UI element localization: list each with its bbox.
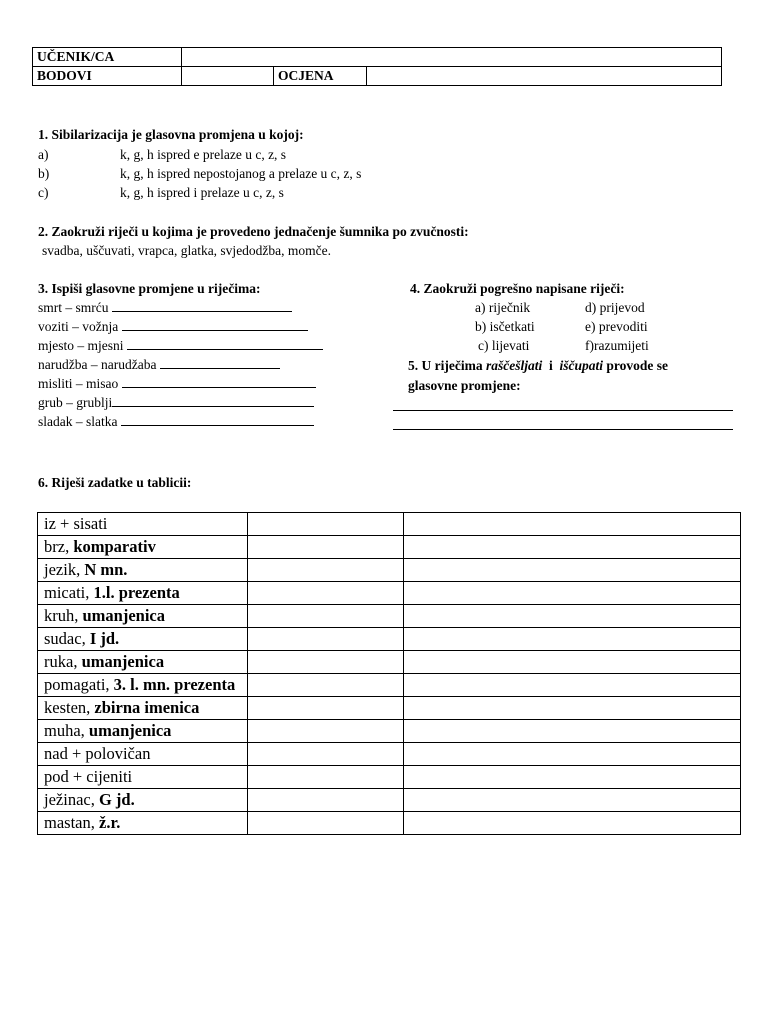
- answer-cell[interactable]: [404, 766, 741, 789]
- q3-item: mjesto – mjesni: [38, 336, 323, 355]
- answer-line[interactable]: [160, 356, 280, 369]
- task-cell: [38, 812, 248, 835]
- q2-words: svadba, uščuvati, vrapca, glatka, svjedodžba, momče.: [42, 243, 332, 258]
- table-row: [38, 559, 741, 582]
- answer-cell[interactable]: [248, 605, 404, 628]
- task-cell: [38, 766, 248, 789]
- task-word: sudac,: [44, 629, 90, 648]
- table-row: [38, 628, 741, 651]
- q3-item: misliti – misao: [38, 374, 323, 393]
- q5-answer-line[interactable]: [393, 410, 733, 411]
- task-word: kruh,: [44, 606, 83, 625]
- task-cell: [38, 674, 248, 697]
- task-instruction: I jd.: [89, 629, 120, 648]
- answer-cell[interactable]: [404, 582, 741, 605]
- q4-option-a[interactable]: a) riječnik: [475, 300, 531, 315]
- table-row: [38, 536, 741, 559]
- task-instruction: umanjenica: [81, 652, 165, 671]
- table-row: [38, 582, 741, 605]
- answer-cell[interactable]: [248, 674, 404, 697]
- table-row: [38, 651, 741, 674]
- task-instruction: N mn.: [84, 560, 128, 579]
- task-word: mastan,: [44, 813, 99, 832]
- task-word: kesten,: [44, 698, 95, 717]
- table-row: [38, 513, 741, 536]
- grade-field[interactable]: [367, 67, 722, 86]
- task-cell: [38, 582, 248, 605]
- q1-title: 1. Sibilarizacija je glasovna promjena u kojoj:: [38, 127, 304, 142]
- answer-cell[interactable]: [404, 697, 741, 720]
- answer-line[interactable]: [121, 413, 314, 426]
- task-word: brz,: [44, 537, 74, 556]
- answer-cell[interactable]: [404, 651, 741, 674]
- q4-option-b[interactable]: b) isčetkati: [475, 319, 535, 334]
- task-cell: [38, 513, 248, 536]
- q1-options: [38, 145, 361, 202]
- task-table: [37, 512, 741, 835]
- answer-cell[interactable]: [248, 789, 404, 812]
- task-word: nad + polovičan: [44, 744, 151, 763]
- answer-cell[interactable]: [248, 720, 404, 743]
- q4-title: 4. Zaokruži pogrešno napisane riječi:: [410, 281, 625, 296]
- table-row: [38, 605, 741, 628]
- answer-cell[interactable]: [404, 536, 741, 559]
- q4-right-options: [585, 298, 649, 355]
- task-cell: [38, 789, 248, 812]
- q4-option-c[interactable]: c) lijevati: [478, 338, 530, 353]
- answer-line[interactable]: [112, 394, 314, 407]
- q3-item: grub – grublji: [38, 393, 323, 412]
- q4-option-e[interactable]: e) prevoditi: [585, 319, 648, 334]
- q4-left-options: [475, 298, 535, 355]
- header-table: [32, 47, 722, 86]
- task-word: ruka,: [44, 652, 82, 671]
- points-label: BODOVI: [33, 67, 182, 86]
- student-name-field[interactable]: [182, 48, 722, 67]
- task-word: pod + cijeniti: [44, 767, 133, 786]
- task-instruction: ž.r.: [99, 813, 121, 832]
- q6-title: 6. Riješi zadatke u tablicii:: [38, 475, 192, 490]
- task-word: ježinac,: [44, 790, 99, 809]
- q4-option-f[interactable]: f)razumijeti: [585, 338, 649, 353]
- answer-cell[interactable]: [248, 582, 404, 605]
- task-cell: [38, 628, 248, 651]
- task-cell: [38, 697, 248, 720]
- task-cell: [38, 720, 248, 743]
- answer-cell[interactable]: [248, 628, 404, 651]
- answer-line[interactable]: [122, 375, 316, 388]
- q1-option-a: a) k, g, h ispred e prelaze u c, z, s: [38, 147, 287, 162]
- task-cell: [38, 743, 248, 766]
- q1-option-c: c) k, g, h ispred i prelaze u c, z, s: [38, 185, 284, 200]
- answer-cell[interactable]: [404, 720, 741, 743]
- answer-cell[interactable]: [248, 513, 404, 536]
- answer-cell[interactable]: [248, 812, 404, 835]
- answer-cell[interactable]: [404, 789, 741, 812]
- answer-line[interactable]: [127, 337, 323, 350]
- answer-cell[interactable]: [248, 697, 404, 720]
- task-cell: [38, 559, 248, 582]
- task-word: muha,: [44, 721, 89, 740]
- answer-cell[interactable]: [404, 513, 741, 536]
- task-instruction: komparativ: [73, 537, 156, 556]
- table-row: [38, 674, 741, 697]
- table-row: [38, 812, 741, 835]
- q3-item: sladak – slatka: [38, 412, 323, 431]
- task-instruction: G jd.: [98, 790, 135, 809]
- task-instruction: zbirna imenica: [94, 698, 200, 717]
- answer-cell[interactable]: [404, 674, 741, 697]
- answer-cell[interactable]: [404, 812, 741, 835]
- q3-item: smrt – smrću: [38, 298, 323, 317]
- task-word: pomagati,: [44, 675, 114, 694]
- q3-items: [38, 298, 323, 431]
- answer-cell[interactable]: [404, 743, 741, 766]
- task-cell: [38, 651, 248, 674]
- task-cell: [38, 536, 248, 559]
- q3-item: narudžba – narudžaba: [38, 355, 323, 374]
- answer-cell[interactable]: [404, 559, 741, 582]
- answer-cell[interactable]: [248, 651, 404, 674]
- answer-cell[interactable]: [248, 743, 404, 766]
- q3-item: voziti – vožnja: [38, 317, 323, 336]
- task-instruction: 3. l. mn. prezenta: [113, 675, 236, 694]
- q5-subtitle: glasovne promjene:: [408, 378, 521, 393]
- table-row: [38, 789, 741, 812]
- q3-title: 3. Ispiši glasovne promjene u riječima:: [38, 281, 261, 296]
- task-word: jezik,: [44, 560, 85, 579]
- table-row: [38, 697, 741, 720]
- answer-cell[interactable]: [248, 559, 404, 582]
- answer-cell[interactable]: [404, 605, 741, 628]
- table-row: [38, 743, 741, 766]
- table-row: [38, 766, 741, 789]
- student-label: UČENIK/CA: [33, 48, 182, 67]
- answer-cell[interactable]: [248, 766, 404, 789]
- answer-line[interactable]: [112, 299, 292, 312]
- q5-answer-line[interactable]: [393, 429, 733, 430]
- q1-option-b: b) k, g, h ispred nepostojanog a prelaze u c, z, s: [38, 166, 362, 181]
- answer-line[interactable]: [122, 318, 308, 331]
- q2-title: 2. Zaokruži riječi u kojima je provedeno jednačenje šumnika po zvučnosti:: [38, 224, 469, 239]
- grade-label: OCJENA: [274, 67, 367, 86]
- task-instruction: umanjenica: [82, 606, 165, 625]
- q4-option-d[interactable]: d) prijevod: [585, 300, 645, 315]
- task-word: iz + sisati: [44, 514, 108, 533]
- task-word: micati,: [44, 583, 94, 602]
- task-cell: [38, 605, 248, 628]
- q5-title: 5. U riječima raščešljati i iščupati provode se: [408, 358, 669, 373]
- points-field[interactable]: [182, 67, 274, 86]
- table-row: [38, 720, 741, 743]
- answer-cell[interactable]: [248, 536, 404, 559]
- task-instruction: 1.l. prezenta: [93, 583, 180, 602]
- task-instruction: umanjenica: [88, 721, 172, 740]
- answer-cell[interactable]: [404, 628, 741, 651]
